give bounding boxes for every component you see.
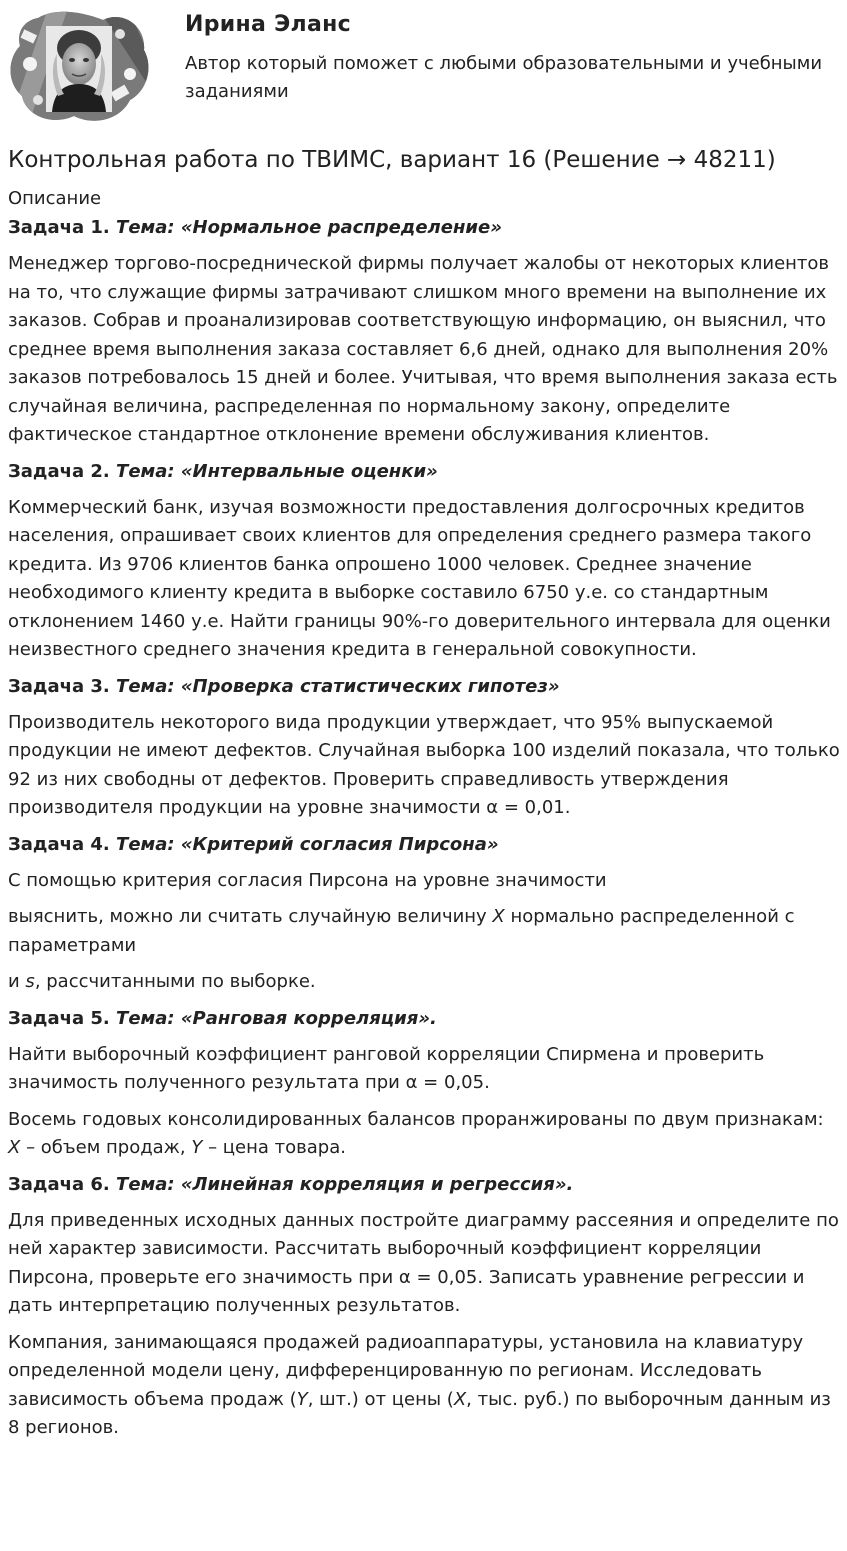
task-theme: Тема: «Линейная корреляция и регрессия». xyxy=(116,1173,574,1195)
task-paragraph: выяснить, можно ли считать случайную величину X нормально распределенной с параметрами xyxy=(8,906,795,956)
task-heading xyxy=(8,1171,840,1199)
task-number: Задача 1. xyxy=(8,217,110,238)
task-theme: Тема: «Ранговая корреляция». xyxy=(116,1007,437,1029)
task-theme: Тема: «Интервальные оценки» xyxy=(116,460,438,482)
task-heading xyxy=(8,1005,840,1033)
task-theme: Тема: «Нормальное распределение» xyxy=(116,217,502,238)
task-number: Задача 6. xyxy=(8,1173,110,1195)
author-description: Автор который поможет с любыми образовательными и учебными заданиями xyxy=(185,53,823,102)
task-number: Задача 2. xyxy=(8,460,110,482)
task-heading xyxy=(8,831,840,859)
task-theme: Тема: «Критерий согласия Пирсона» xyxy=(116,833,499,855)
author-card xyxy=(8,8,838,128)
tasks-list xyxy=(8,214,840,1451)
task-heading xyxy=(8,458,840,486)
task-number: Задача 4. xyxy=(8,833,110,855)
task-paragraph: Компания, занимающаяся продажей радиоаппаратуры, установила на клавиатуру определенной модели цену, дифференцированную по регионам. Исследовать зависимость объема продаж (Y, шт.) от цены (X, тыс. руб.) по выборочным данным из 8 регионов. xyxy=(8,1331,831,1438)
author-name[interactable]: Ирина Эланс xyxy=(185,12,351,37)
task-paragraph: Менеджер торгово-посреднической фирмы получает жалобы от некоторых клиентов на то, что служащие фирмы затрачивают слишком много времени на выполнение их заказов. Собрав и проанализировав соответствующую информацию, он выяснил, что среднее время выполнения заказа составляет 6,6 дней, однако для выполнения 20% заказов потребовалось 15 дней и более. Учитывая, что время выполнения заказа есть случайная величина, распределенная по нормальному закону, определите фактическое стандартное отклонение времени обслуживания клиентов. xyxy=(8,253,838,445)
task-theme: Тема: «Проверка статистических гипотез» xyxy=(116,675,560,697)
task-number: Задача 3. xyxy=(8,675,110,697)
task-paragraph: Коммерческий банк, изучая возможности предоставления долгосрочных кредитов населения, опрашивает своих клиентов для определения среднего размера такого кредита. Из 9706 клиентов банка опрошено 1000 человек. Среднее значение необходимого клиенту кредита в выборке составило 6750 у.е. со стандартным отклонением 1460 у.е. Найти границы 90%-го доверительного интервала для оценки неизвестного среднего значения кредита в генеральной совокупности. xyxy=(8,496,831,660)
task-paragraph: Производитель некоторого вида продукции утверждает, что 95% выпускаемой продукции не имеют дефектов. Случайная выборка 100 изделий показала, что только 92 из них свободны от дефектов. Проверить справедливость утверждения производителя продукции на уровне значимости α = 0,01. xyxy=(8,711,840,818)
task-paragraph: Для приведенных исходных данных постройте диаграмму рассеяния и определите по ней характер зависимости. Рассчитать выборочный коэффициент корреляции Пирсона, проверьте его значимость при α = 0,05. Записать уравнение регрессии и дать интерпретацию полученных результатов. xyxy=(8,1209,839,1316)
task-number: Задача 5. xyxy=(8,1007,110,1029)
description-label: Описание xyxy=(8,188,102,209)
task-paragraph: и s, рассчитанными по выборке. xyxy=(8,971,316,992)
task-heading xyxy=(8,673,840,701)
task-paragraph: Найти выборочный коэффициент ранговой корреляции Спирмена и проверить значимость полученного результата при α = 0,05. xyxy=(8,1043,765,1093)
page-title: Контрольная работа по ТВИМС, вариант 16 (Решение → 48211) xyxy=(8,147,776,173)
task-paragraph: Восемь годовых консолидированных балансов проранжированы по двум признакам: X – объем продаж, Y – цена товара. xyxy=(8,1108,824,1158)
author-avatar xyxy=(8,8,150,126)
task-heading xyxy=(8,214,840,242)
task-paragraph: С помощью критерия согласия Пирсона на уровне значимости xyxy=(8,869,607,891)
